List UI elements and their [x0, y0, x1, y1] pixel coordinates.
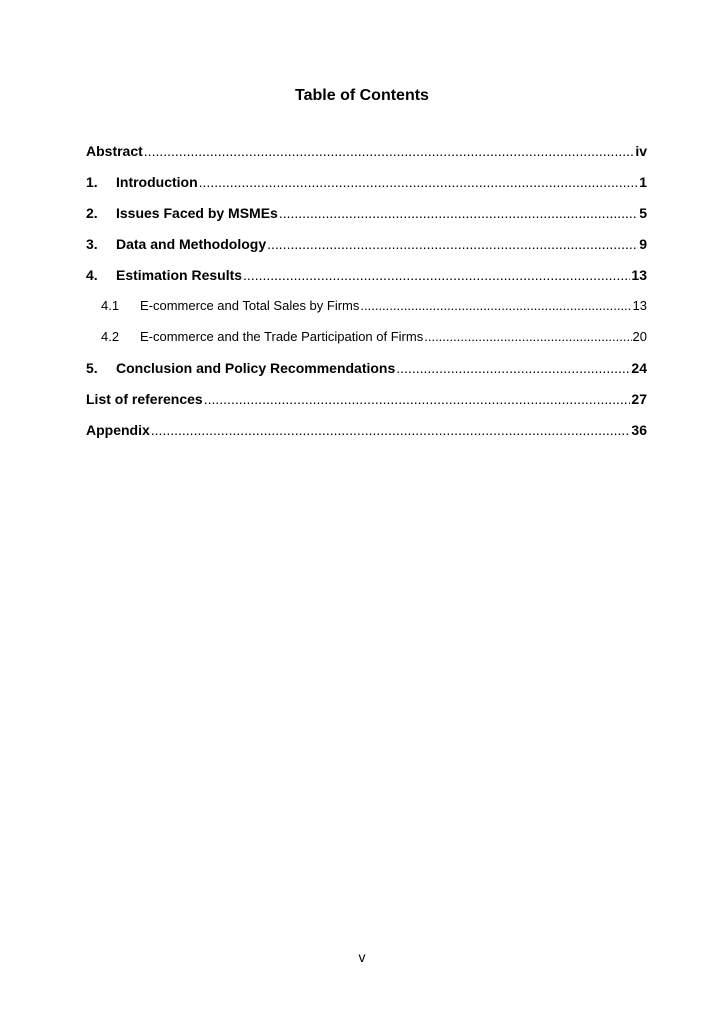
toc-leader: [151, 422, 631, 438]
toc-entry-text: Data and Methodology: [116, 236, 267, 252]
toc-entry-page: 20: [632, 329, 647, 344]
toc-entry-appendix[interactable]: [86, 422, 647, 453]
toc-entry-ecommerce-trade[interactable]: [86, 329, 647, 360]
toc-leader: [360, 298, 631, 313]
toc-leader: [204, 391, 631, 407]
toc-entry-number: 2.: [86, 205, 98, 221]
toc-leader: [279, 205, 638, 221]
toc-entry-page: 5: [639, 205, 647, 221]
toc-entry-page: 9: [639, 236, 647, 252]
toc-entry-page: 24: [631, 360, 647, 376]
toc-entry-text: List of references: [86, 391, 203, 407]
toc-entry-text: Abstract: [86, 143, 143, 159]
toc-entry-issues[interactable]: [86, 205, 647, 236]
toc-entry-conclusion[interactable]: [86, 360, 647, 391]
toc-entry-data-methodology[interactable]: [86, 236, 647, 267]
toc-leader: [424, 329, 631, 344]
toc-entry-number: 5.: [86, 360, 98, 376]
toc-entry-text: E-commerce and the Trade Participation of Firms: [140, 329, 424, 344]
toc-entry-page: iv: [635, 143, 647, 159]
page-number: v: [358, 949, 366, 965]
toc-entry-page: 13: [631, 267, 647, 283]
toc-entry-page: 1: [639, 174, 647, 190]
toc-entry-text: Estimation Results: [116, 267, 243, 283]
toc-entry-number: 1.: [86, 174, 98, 190]
toc-entry-text: E-commerce and Total Sales by Firms: [140, 298, 360, 313]
toc-entry-estimation-results[interactable]: [86, 267, 647, 298]
toc-leader: [243, 267, 630, 283]
toc-entry-ecommerce-sales[interactable]: [86, 298, 647, 329]
toc-list: [86, 143, 647, 453]
toc-leader: [267, 236, 638, 252]
toc-entry-number: 4.2: [101, 329, 120, 344]
toc-leader: [144, 143, 635, 159]
page-title: Table of Contents: [295, 87, 429, 104]
toc-leader: [396, 360, 630, 376]
toc-entry-number: 4.: [86, 267, 98, 283]
toc-entry-abstract[interactable]: [86, 143, 647, 174]
toc-entry-introduction[interactable]: [86, 174, 647, 205]
toc-entry-text: Introduction: [116, 174, 198, 190]
toc-leader: [199, 174, 639, 190]
toc-entry-text: Appendix: [86, 422, 150, 438]
toc-entry-page: 27: [631, 391, 647, 407]
toc-entry-page: 36: [631, 422, 647, 438]
toc-entry-text: Conclusion and Policy Recommendations: [116, 360, 396, 376]
toc-entry-number: 4.1: [101, 298, 120, 313]
toc-entry-text: Issues Faced by MSMEs: [116, 205, 278, 221]
toc-entry-page: 13: [632, 298, 647, 313]
toc-entry-references[interactable]: [86, 391, 647, 422]
toc-entry-number: 3.: [86, 236, 98, 252]
